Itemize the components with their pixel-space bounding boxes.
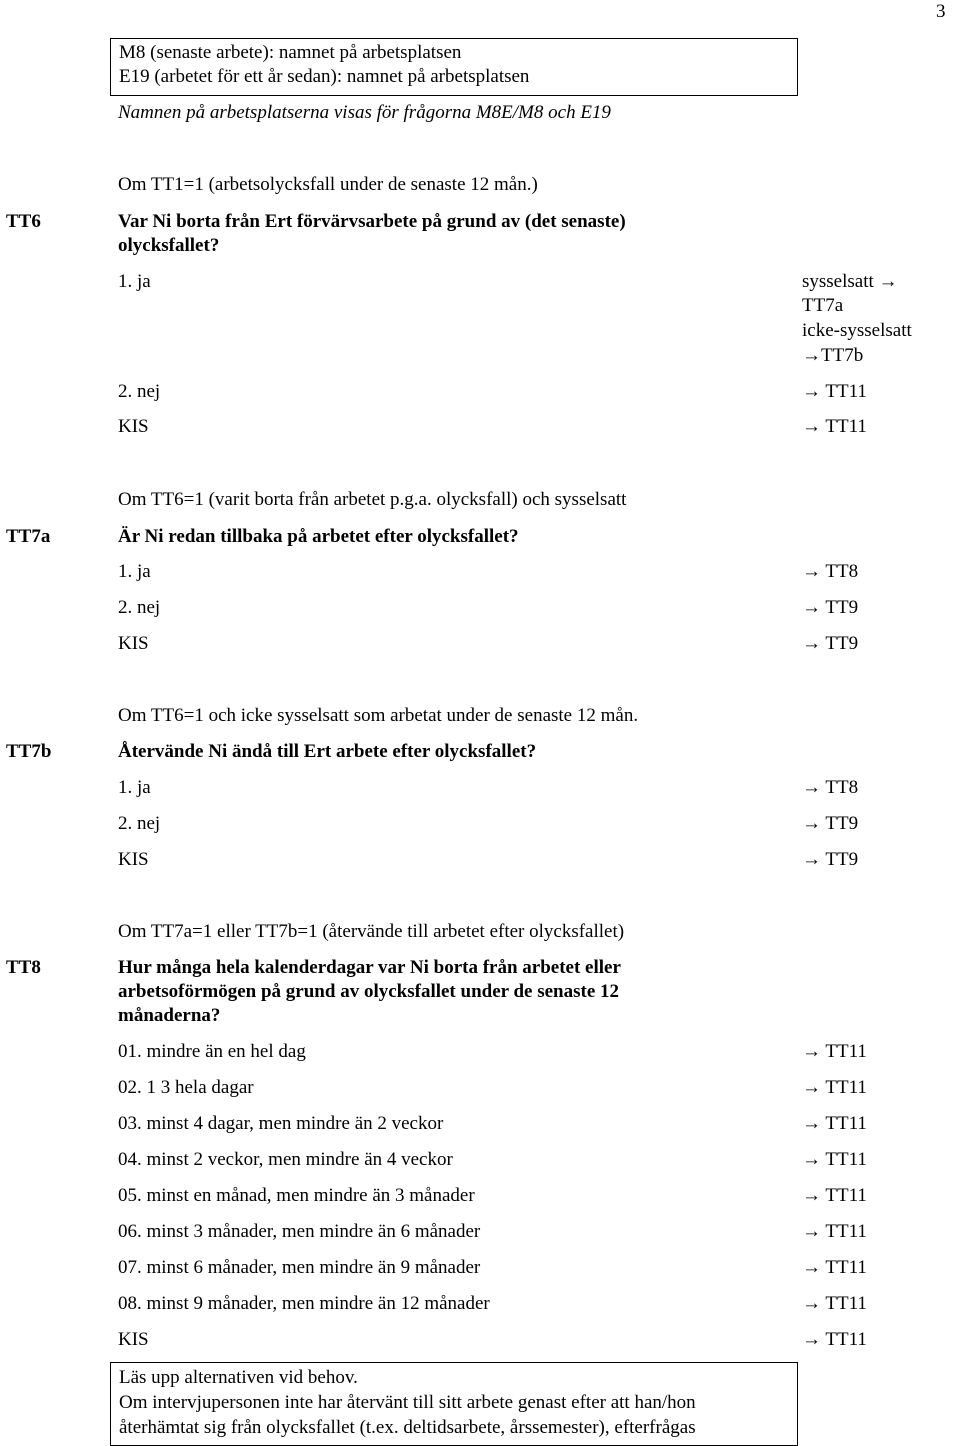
tt7b-option-2-dest (802, 812, 858, 836)
tt8-option-dest (802, 1292, 867, 1316)
tt8-id: TT8 (6, 957, 41, 978)
arrow-icon: → (802, 633, 821, 654)
tt7a-question: Är Ni redan tillbaka på arbetet efter olycksfallet? (118, 526, 519, 547)
tt6-question-line1: Var Ni borta från Ert förvärvsarbete på grund av (det senaste) (118, 211, 626, 232)
tt8-kis: KIS (118, 1329, 149, 1350)
dest-label: TT8 (825, 777, 859, 798)
tt8-option: 05. minst en månad, men mindre än 3 månader (118, 1185, 475, 1206)
arrow-icon: → (878, 271, 898, 292)
dest-label: TT8 (825, 561, 859, 582)
arrow-icon: → (802, 849, 821, 870)
tt7b-option-2: 2. nej (118, 813, 161, 834)
dest-label: TT9 (825, 849, 859, 870)
arrow-icon: → (802, 813, 821, 834)
tt6-dest-tt7b (802, 344, 863, 368)
tt6-dest-sysselsatt (802, 270, 898, 294)
instruction-line: M8 (senaste arbete): namnet på arbetsplatsen (119, 42, 462, 63)
tt7a-option-2-dest (802, 596, 858, 620)
instruction-box-bottom (110, 1362, 798, 1446)
tt8-option: 06. minst 3 månader, men mindre än 6 månader (118, 1221, 481, 1242)
tt6-kis-dest (802, 415, 867, 439)
arrow-icon: → (802, 597, 821, 618)
tt7a-condition: Om TT6=1 (varit borta från arbetet p.g.a. olycksfall) och sysselsatt (118, 489, 627, 510)
arrow-icon: → (802, 416, 821, 437)
arrow-icon: → (802, 1221, 821, 1242)
tt8-kis-dest (802, 1328, 867, 1352)
tt8-option: 08. minst 9 månader, men mindre än 12 månader (118, 1293, 490, 1314)
tt6-dest-icke-sysselsatt: icke-sysselsatt (802, 320, 912, 341)
dest-label: sysselsatt (802, 271, 874, 292)
tt8-option: 03. minst 4 dagar, men mindre än 2 veckor (118, 1113, 444, 1134)
tt7b-kis-dest (802, 848, 858, 872)
arrow-icon: → (802, 1329, 821, 1350)
dest-label: TT11 (825, 416, 867, 437)
tt8-option: 07. minst 6 månader, men mindre än 9 månader (118, 1257, 481, 1278)
arrow-icon: → (802, 777, 821, 798)
instruction-box-top (110, 38, 798, 96)
arrow-icon: → (802, 1185, 821, 1206)
arrow-icon: → (802, 1041, 821, 1062)
dest-label: TT11 (825, 1329, 867, 1350)
tt6-kis: KIS (118, 416, 149, 437)
arrow-icon: → (802, 381, 821, 402)
dest-label: TT11 (825, 1041, 867, 1062)
tt7a-kis-dest (802, 632, 858, 656)
tt6-id: TT6 (6, 211, 41, 232)
dest-label: TT11 (825, 1077, 867, 1098)
tt7a-option-1-dest (802, 560, 858, 584)
page-number: 3 (936, 1, 946, 22)
tt7a-id: TT7a (6, 526, 51, 547)
tt7b-condition: Om TT6=1 och icke sysselsatt som arbetat under de senaste 12 mån. (118, 705, 639, 726)
tt8-option (118, 1076, 254, 1100)
dest-label: TT9 (825, 633, 859, 654)
tt6-condition: Om TT1=1 (arbetsolycksfall under de senaste 12 mån.) (118, 174, 538, 195)
tt8-option-dest (802, 1184, 867, 1208)
tt6-option-2: 2. nej (118, 381, 161, 402)
tt8-option-dest (802, 1256, 867, 1280)
dest-label: TT9 (825, 597, 859, 618)
dest-label: TT11 (825, 1113, 867, 1134)
tt8-condition: Om TT7a=1 eller TT7b=1 (återvände till arbetet efter olycksfallet) (118, 921, 625, 942)
instruction-line: Läs upp alternativen vid behov. (119, 1367, 358, 1388)
arrow-icon: → (802, 561, 821, 582)
tt8-question-line3: månaderna? (118, 1005, 221, 1026)
dest-label: TT11 (825, 1293, 867, 1314)
tt6-option-1: 1. ja (118, 271, 151, 292)
tt8-option: 01. mindre än en hel dag (118, 1041, 306, 1062)
tt7b-kis: KIS (118, 849, 149, 870)
tt8-option-dest (802, 1112, 867, 1136)
dest-label: TT11 (825, 1149, 867, 1170)
arrow-icon: → (802, 1293, 821, 1314)
tt6-question-line2: olycksfallet? (118, 235, 220, 256)
tt7a-kis: KIS (118, 633, 149, 654)
arrow-icon: → (802, 1113, 821, 1134)
tt6-dest-tt7a: TT7a (802, 295, 844, 316)
arrow-icon: → (802, 1257, 821, 1278)
tt8-option: 04. minst 2 veckor, men mindre än 4 veckor (118, 1149, 453, 1170)
dest-label: TT7b (821, 345, 864, 366)
instruction-line: Om intervjupersonen inte har återvänt till sitt arbete genast efter att han/hon (119, 1392, 696, 1413)
dest-label: TT9 (825, 813, 859, 834)
arrow-icon: → (802, 345, 821, 366)
dest-label: TT11 (825, 1257, 867, 1278)
arrow-icon: → (802, 1077, 821, 1098)
tt8-option-dest (802, 1040, 867, 1064)
instruction-line: E19 (arbetet för ett år sedan): namnet på arbetsplatsen (119, 66, 530, 87)
tt7b-option-1-dest (802, 776, 858, 800)
tt7a-option-2: 2. nej (118, 597, 161, 618)
tt8-option-dest (802, 1148, 867, 1172)
dest-label: TT11 (825, 1221, 867, 1242)
option-label: 02. 1 3 hela dagar (118, 1077, 254, 1098)
tt8-option-dest (802, 1076, 867, 1100)
tt8-option-dest (802, 1220, 867, 1244)
tt8-question-line1: Hur många hela kalenderdagar var Ni borta från arbetet eller (118, 957, 621, 978)
tt7b-option-1: 1. ja (118, 777, 151, 798)
tt6-option-2-dest (802, 380, 867, 404)
italic-note: Namnen på arbetsplatserna visas för frågorna M8E/M8 och E19 (118, 102, 611, 123)
dest-label: TT11 (825, 1185, 867, 1206)
instruction-line: återhämtat sig från olycksfallet (t.ex. deltidsarbete, årssemester), efterfrågas (119, 1417, 696, 1438)
tt7a-option-1: 1. ja (118, 561, 151, 582)
dest-label: TT11 (825, 381, 867, 402)
tt8-question-line2: arbetsoförmögen på grund av olycksfallet under de senaste 12 (118, 981, 620, 1002)
arrow-icon: → (802, 1149, 821, 1170)
tt7b-id: TT7b (6, 741, 52, 762)
tt7b-question: Återvände Ni ändå till Ert arbete efter olycksfallet? (118, 741, 537, 762)
